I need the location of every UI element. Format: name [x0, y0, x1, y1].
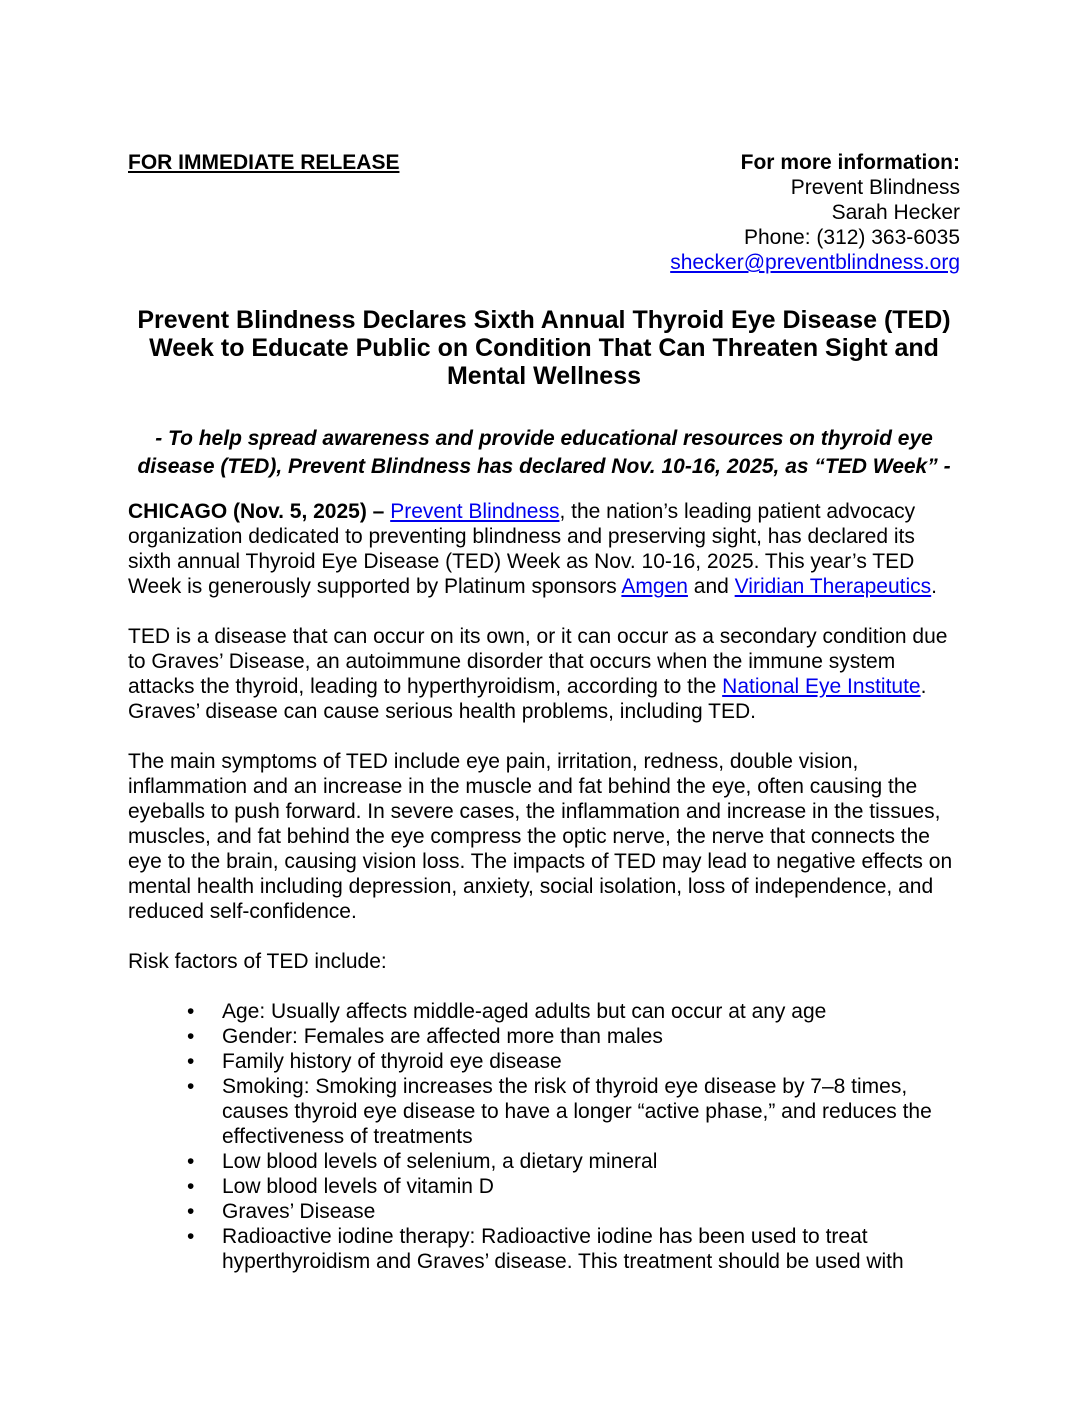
contact-email-link[interactable]: shecker@preventblindness.org [670, 251, 960, 274]
risk-factor-item: • Smoking: Smoking increases the risk of thyroid eye disease by 7–8 times, causes thyroid eye disease to have a longer “active phase,” and reduces the effectiveness of treatments [185, 1074, 960, 1149]
contact-name: Sarah Hecker [831, 201, 960, 224]
dateline-paragraph [128, 499, 960, 599]
inline-link[interactable]: National Eye Institute [722, 675, 921, 698]
risk-factor-item: • Low blood levels of vitamin D [185, 1174, 960, 1199]
risk-factor-item: • Graves’ Disease [185, 1199, 960, 1224]
risk-factor-item: • Age: Usually affects middle-aged adults but can occur at any age [185, 999, 960, 1024]
risk-factor-item: • Gender: Females are affected more than males [185, 1024, 960, 1049]
contact-org: Prevent Blindness [790, 176, 960, 199]
text-run: CHICAGO (Nov. 5, 2025) – [128, 500, 391, 523]
release-label: FOR IMMEDIATE RELEASE [128, 151, 400, 174]
document-header [128, 150, 960, 275]
ted-overview-paragraph [128, 624, 960, 724]
risk-factors-intro [128, 949, 960, 974]
symptoms-paragraph [128, 749, 960, 924]
headline: Prevent Blindness Declares Sixth Annual Thyroid Eye Disease (TED) Week to Educate Public on Condition That Can Threaten Sight and Mental Wellness [137, 306, 951, 390]
text-run: Risk factors of TED include: [128, 950, 387, 973]
text-run: TED is a disease that can occur on its own, or it can occur as a secondary condition due to Graves’ Disease, an autoimmune disorder that occurs when the immune system attacks the thyroid, leading to hyperthyroidism, according to the [128, 625, 948, 698]
inline-link[interactable]: Prevent Blindness [390, 500, 560, 523]
text-run: The main symptoms of TED include eye pain, irritation, redness, double vision, inflammation and an increase in the muscle and fat behind the eye, often causing the eyeballs to push forward. In severe cases, the inflammation and increase in the tissues, muscles, and fat behind the eye compress the optic nerve, the nerve that connects the eye to the brain, causing vision loss. The impacts of TED may lead to negative effects on mental health including depression, anxiety, social isolation, loss of independence, and reduced self-confidence. [128, 750, 953, 923]
subhead: - To help spread awareness and provide educational resources on thyroid eye disease (TED), Prevent Blindness has declared Nov. 10-16, 2025, as “TED Week” - [137, 427, 951, 478]
inline-link[interactable]: Viridian Therapeutics [734, 575, 932, 598]
text-run: . [931, 575, 938, 598]
body-copy [128, 499, 960, 974]
risk-factor-item: • Low blood levels of selenium, a dietary mineral [185, 1149, 960, 1174]
inline-link[interactable]: Amgen [621, 575, 688, 598]
risk-factor-item: • Family history of thyroid eye disease [185, 1049, 960, 1074]
contact-heading: For more information: [740, 151, 960, 174]
contact-block [670, 150, 960, 275]
text-run: and [687, 575, 735, 598]
text-run: . Graves’ disease can cause serious health problems, including TED. [128, 675, 927, 723]
contact-phone: Phone: (312) 363-6035 [744, 226, 960, 249]
risk-factors-list [128, 999, 960, 1274]
risk-factor-item: • Radioactive iodine therapy: Radioactive iodine has been used to treat hyperthyroidism and Graves’ disease. This treatment should be used with [185, 1224, 960, 1274]
text-run: , the nation’s leading patient advocacy organization dedicated to preventing blindness and preserving sight, has declared its sixth annual Thyroid Eye Disease (TED) Week as Nov. 10-16, 2025. This year’s TED Week is generously supported by Platinum sponsors [128, 500, 916, 598]
